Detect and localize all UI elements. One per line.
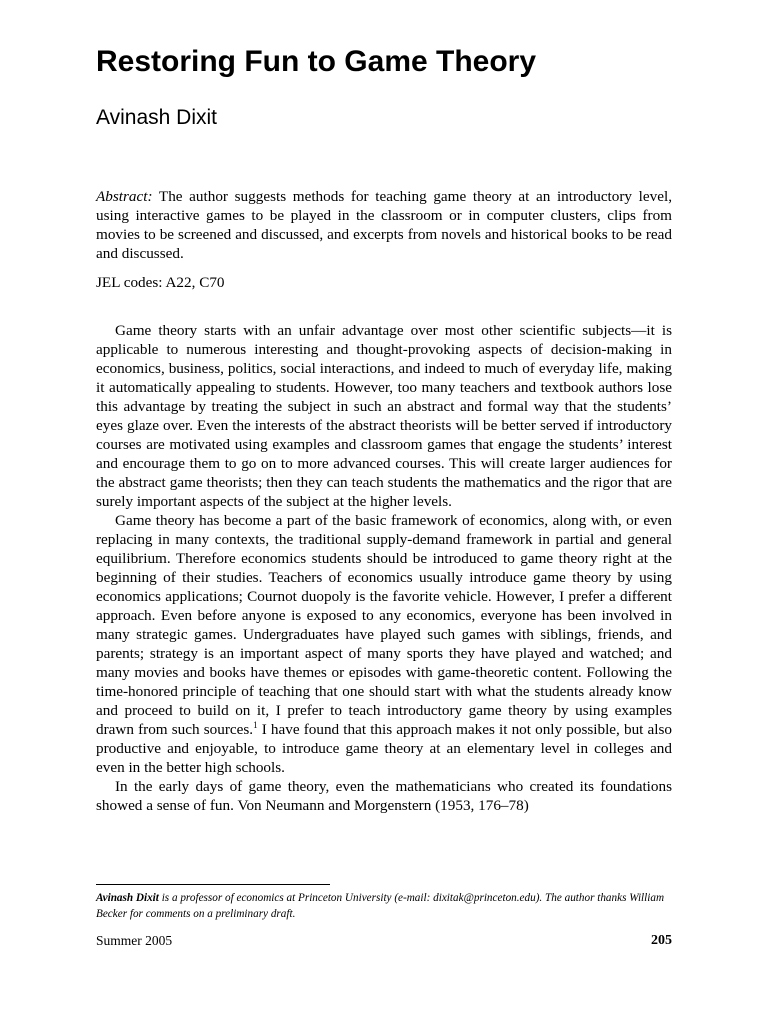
issue-label: Summer 2005: [96, 933, 173, 948]
footnote-divider: [96, 884, 330, 885]
abstract-label: Abstract:: [96, 188, 153, 205]
page-number: 205: [651, 933, 672, 948]
jel-codes: JEL codes: A22, C70: [96, 274, 225, 291]
article-title: Restoring Fun to Game Theory: [96, 45, 537, 78]
body-paragraph-2-text: Game theory has become a part of the basic framework of economics, along with, or even replacing in many contexts, the traditional supply-demand framework in partial and general equilibrium. Therefore economics students should be introduced to game theory right at the beginning of their studies. Teachers of economics usually introduce game theory by using economics applications; Cournot duopoly is the favorite vehicle. However, I prefer a different approach. Even before anyone is exposed to any economics, everyone has been involved in many strategic games. Undergraduates have played such games with siblings, friends, and parents; strategy is an important aspect of many sports they have played and watched; and many movies and books have themes or episodes with game-theoretic content. Following the time-honored principle of teaching that one should start with what the students already know and proceed to build on it, I prefer to teach introductory game theory by using examples drawn from such sources.: [96, 512, 672, 738]
body-paragraph-1: Game theory starts with an unfair advantage over most other scientific subjects—it is applicable to numerous interesting and thought-provoking aspects of decision-making in economics, business, politics, social interactions, and indeed to much of everyday life, making it automatically appealing to students. However, too many teachers and textbook authors lose this advantage by treating the subject in such an abstract and formal way that the students’ eyes glaze over. Even the interests of the abstract theorists will be better served if introductory courses are motivated using examples and classroom games that engage the students’ interest and encourage them to go on to more advanced courses. This will create larger audiences for the abstract game theorists; then they can teach students the mathematics and the rigor that are surely important aspects of the subject at the higher levels.: [96, 322, 672, 510]
body-paragraph-2: [96, 511, 672, 777]
footnote-marker[interactable]: 1: [253, 720, 258, 730]
article-body: [96, 321, 672, 815]
body-paragraph-3: In the early days of game theory, even the mathematicians who created its foundations showed a sense of fun. Von Neumann and Morgenstern (1953, 176–78): [96, 778, 672, 814]
abstract: [96, 187, 672, 263]
footnote-text: is a professor of economics at Princeton University (e-mail: dixitak@princeton.edu). The author thanks William Becker for comments on a preliminary draft.: [96, 892, 665, 920]
abstract-text: The author suggests methods for teaching game theory at an introductory level, using interactive games to be played in the classroom or in computer clusters, clips from movies to be screened and discussed, and excerpts from novels and historical books to be read and discussed.: [96, 188, 672, 262]
author-footnote: [96, 890, 672, 922]
body-paragraph-2-continuation: I have found that this approach makes it not only possible, but also productive and enjoyable, to introduce game theory at an elementary level in colleges and even in the better high schools.: [96, 721, 672, 776]
footnote-author-name: Avinash Dixit: [96, 892, 159, 904]
article-author: Avinash Dixit: [96, 106, 217, 129]
